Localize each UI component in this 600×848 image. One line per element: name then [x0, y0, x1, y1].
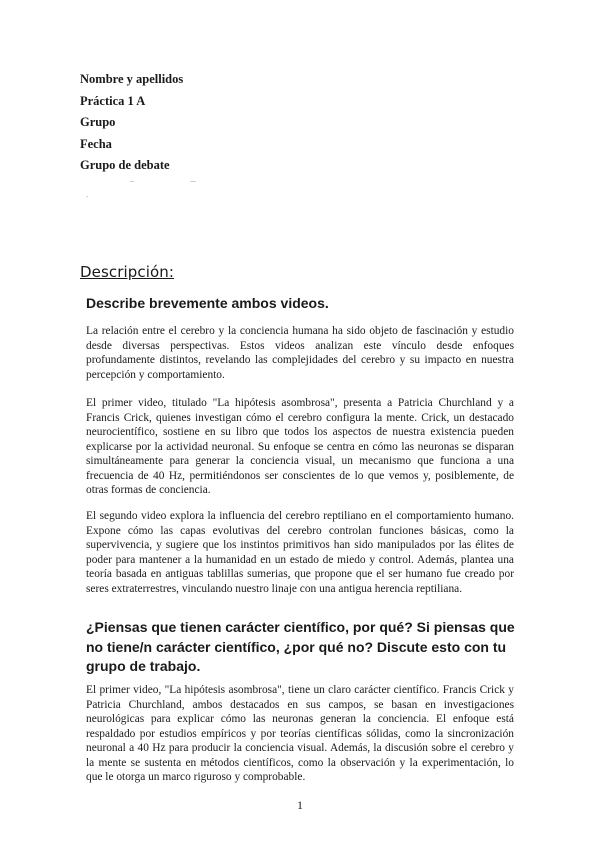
faint-scan-mark	[86, 196, 88, 197]
section-title: Descripción:	[80, 263, 175, 281]
page-number: 1	[297, 798, 303, 812]
question-2-heading: ¿Piensas que tienen carácter científico, por qué? Si piensas que no tiene/n carácter científico, ¿por qué no? Discute esto con tu grupo de trabajo.	[86, 619, 515, 674]
question-1-paragraph-3: El segundo video explora la influencia del cerebro reptiliano en el comportamiento humano. Expone cómo las capas evolutivas del cerebro controlan funciones básicas, como la supervivencia, y sugiere que los instintos primitivos han sido manipulados por las élites de poder para mantener a la humanidad en un estado de miedo y control. Además, plantea una teoría basada en antiguas tablillas sumerias, que propone que el ser humano fue creado por seres extraterrestres, vinculando nuestro linaje con una antigua herencia reptiliana.	[86, 510, 514, 595]
header-practice-field: Práctica 1 A	[80, 93, 146, 108]
header-date-field: Fecha	[80, 136, 112, 151]
faint-scan-mark	[130, 181, 134, 182]
student-header	[80, 69, 380, 177]
question-1-paragraph-1: La relación entre el cerebro y la conciencia humana ha sido objeto de fascinación y estudio desde diversas perspectivas. Estos videos analizan este vínculo desde enfoques profundamente distintos, revelando las complejidades del cerebro y su impacto en nuestra percepción y comportamiento.	[86, 325, 514, 381]
header-debate-group-field: Grupo de debate	[80, 158, 170, 172]
header-group-field: Grupo	[80, 115, 116, 129]
header-name-field: Nombre y apellidos	[80, 72, 184, 86]
question-2-paragraph-1: El primer video, "La hipótesis asombrosa", tiene un claro carácter científico. Francis Crick y Patricia Churchland, ambos destacados en sus campos, se basan en investigaciones neurológicas para explicar cómo las neuronas generan la conciencia. El enfoque está respaldado por estudios empíricos y por teorías científicas sólidas, como la sincronización neuronal a 40 Hz para producir la conciencia visual. Además, la discusión sobre el cerebro y la mente se sustenta en métodos científicos, como la observación y la experimentación, lo que le otorga un marco riguroso y comprobable.	[86, 684, 514, 784]
faint-scan-mark	[190, 181, 196, 182]
question-1-paragraph-2: El primer video, titulado "La hipótesis asombrosa", presenta a Patricia Churchland y a Francis Crick, quienes investigan cómo el cerebro configura la mente. Crick, un destacado neurocientífico, sostiene en su libro que todos los aspectos de nuestra existencia pueden explicarse por la actividad neuronal. Su enfoque se centra en cómo las neuronas se disparan simultáneamente para generar la conciencia visual, un mecanismo que funciona a una frecuencia de 40 Hz, permitiéndonos ser conscientes de lo que vemos y, posiblemente, de otras formas de conciencia.	[86, 397, 514, 497]
question-1-heading: Describe brevemente ambos videos.	[86, 295, 329, 311]
